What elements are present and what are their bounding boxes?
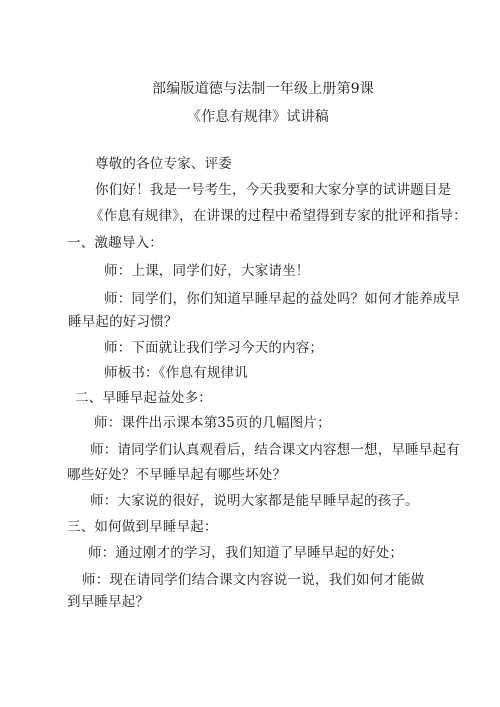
paragraph-line: 师：请同学们认真观看后，结合课文内容想一想，早睡早起有 — [90, 442, 460, 458]
document-title: 部编版道德与法制一年级上册第9课 — [152, 81, 375, 97]
paragraph-line: 睡早起的好习惯？ — [68, 314, 178, 330]
paragraph-line: 《作息有规律》，在讲课的过程中希望得到专家的批评和指导： — [90, 208, 467, 224]
section-heading: 二、早睡早起益处多： — [75, 390, 212, 406]
salutation: 尊敬的各位专家、评委 — [95, 156, 232, 172]
paragraph-line: 师：下面就让我们学习今天的内容； — [104, 340, 324, 356]
paragraph-line: 哪些好处？不早睡早起有哪些坏处？ — [67, 467, 287, 483]
section-heading: 一、激趣导入： — [67, 235, 163, 251]
paragraph-line: 到早睡早起？ — [67, 594, 150, 610]
paragraph-line: 师：课件出示课本第35页的几幅图片； — [94, 415, 331, 431]
paragraph-line: 师：同学们，你们知道早睡早起的益处吗？如何才能养成早 — [104, 291, 461, 307]
document-subtitle: 《作息有规律》试讲稿 — [187, 109, 329, 125]
paragraph-line: 师板书：《作息有规律讥 — [104, 365, 248, 381]
paragraph-line: 师：通过刚才的学习，我们知道了早睡早起的好处； — [88, 545, 404, 561]
paragraph-line: 师：上课，同学们好，大家请坐！ — [104, 263, 310, 279]
section-heading: 三、如何做到早睡早起： — [67, 519, 218, 535]
paragraph-line: 你们好！我是一号考生，今天我要和大家分享的试讲题目是 — [95, 182, 452, 198]
paragraph-line: 师：现在请同学们结合课文内容说一说，我们如何才能做 — [82, 572, 425, 588]
paragraph-line: 师：大家说的很好，说明大家都是能早睡早起的孩子。 — [90, 493, 419, 509]
